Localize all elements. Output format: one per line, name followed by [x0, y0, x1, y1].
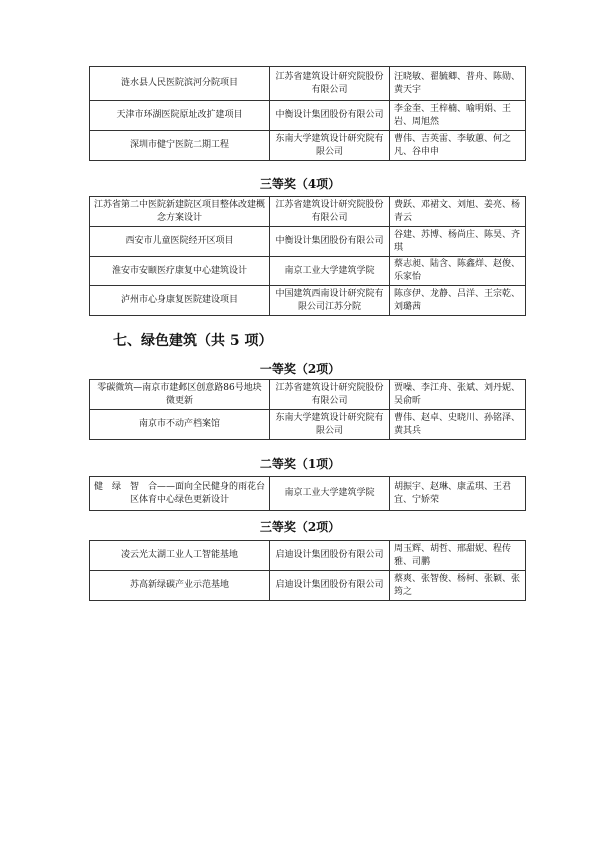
second-prize-heading: 二等奖（1项）	[259, 457, 341, 471]
table-row	[90, 286, 526, 316]
team-members: 胡振宇、赵琳、康孟琪、王君宜、宁娇荣	[390, 477, 526, 511]
team-members: 李金奎、王梓楠、喻明娟、王岩、周旭然	[390, 101, 526, 131]
project-name: 泸州市心身康复医院建设项目	[90, 286, 270, 316]
table-row	[90, 257, 526, 286]
team-members: 蔡志昶、陆含、陈鑫烊、赵俊、乐家怡	[390, 257, 526, 286]
award-table-hospital-continued	[89, 66, 526, 161]
table-row	[90, 197, 526, 227]
design-unit: 中国建筑西南设计研究院有限公司江苏分院	[270, 286, 390, 316]
design-unit: 江苏省建筑设计研究院股份有限公司	[270, 380, 390, 410]
project-name: 西安市儿童医院经开区项目	[90, 227, 270, 257]
design-unit: 江苏省建筑设计研究院股份有限公司	[270, 67, 390, 101]
team-members: 谷建、苏博、杨尚庄、陈昊、齐琪	[390, 227, 526, 257]
project-name: 涟水县人民医院滨河分院项目	[90, 67, 270, 101]
project-name: 深圳市健宁医院二期工程	[90, 131, 270, 161]
section-title-green-building: 七、绿色建筑（共 5 项）	[113, 333, 273, 349]
table-row	[90, 477, 526, 511]
third-prize-heading: 三等奖（4项）	[259, 177, 341, 191]
design-unit: 江苏省建筑设计研究院股份有限公司	[270, 197, 390, 227]
first-prize-heading: 一等奖（2项）	[259, 362, 341, 376]
project-name: 江苏省第二中医院新建院区项目整体改建概念方案设计	[90, 197, 270, 227]
award-table-green-third-prize	[89, 540, 526, 601]
table-row	[90, 571, 526, 601]
team-members: 费跃、邓裙文、刘旭、姜亮、杨青云	[390, 197, 526, 227]
team-members: 汪晓敏、翟毓卿、普舟、陈勋、黄天宇	[390, 67, 526, 101]
team-members: 曹伟、赵卓、史晓川、孙铭泽、黄其兵	[390, 410, 526, 440]
team-members: 周玉辉、胡哲、邢甜妮、程传雅、司鹏	[390, 541, 526, 571]
award-table-green-first-prize	[89, 379, 526, 440]
design-unit: 南京工业大学建筑学院	[270, 257, 390, 286]
table-row	[90, 131, 526, 161]
design-unit: 启迪设计集团股份有限公司	[270, 541, 390, 571]
project-name: 淮安市安颐医疗康复中心建筑设计	[90, 257, 270, 286]
table-row	[90, 380, 526, 410]
table-row	[90, 541, 526, 571]
design-unit: 中衡设计集团股份有限公司	[270, 101, 390, 131]
team-members: 陈彦伊、龙静、吕洋、王宗乾、刘璐茜	[390, 286, 526, 316]
award-table-green-second-prize	[89, 476, 526, 511]
design-unit: 中衡设计集团股份有限公司	[270, 227, 390, 257]
project-name: 天津市环湖医院原址改扩建项目	[90, 101, 270, 131]
table-row	[90, 410, 526, 440]
team-members: 曹伟、吉英雷、李敏蕙、何之凡、谷申申	[390, 131, 526, 161]
third-prize-heading: 三等奖（2项）	[259, 520, 341, 534]
design-unit: 启迪设计集团股份有限公司	[270, 571, 390, 601]
project-name: 零碳微筑—南京市建邺区创意路86号地块微更新	[90, 380, 270, 410]
project-name: 苏高新绿碳产业示范基地	[90, 571, 270, 601]
design-unit: 东南大学建筑设计研究院有限公司	[270, 410, 390, 440]
design-unit: 东南大学建筑设计研究院有限公司	[270, 131, 390, 161]
table-row	[90, 227, 526, 257]
project-name: 南京市不动产档案馆	[90, 410, 270, 440]
table-row	[90, 101, 526, 131]
award-table-hospital-third-prize	[89, 196, 526, 316]
team-members: 贾噪、李江舟、张斌、刘丹妮、吴俞昕	[390, 380, 526, 410]
table-row	[90, 67, 526, 101]
project-name: 凌云光太湖工业人工智能基地	[90, 541, 270, 571]
team-members: 蔡爽、张智俊、杨柯、张颖、张筠之	[390, 571, 526, 601]
design-unit: 南京工业大学建筑学院	[270, 477, 390, 511]
project-name: 健 绿 智 合——面向全民健身的雨花台区体育中心绿色更新设计	[90, 477, 270, 511]
